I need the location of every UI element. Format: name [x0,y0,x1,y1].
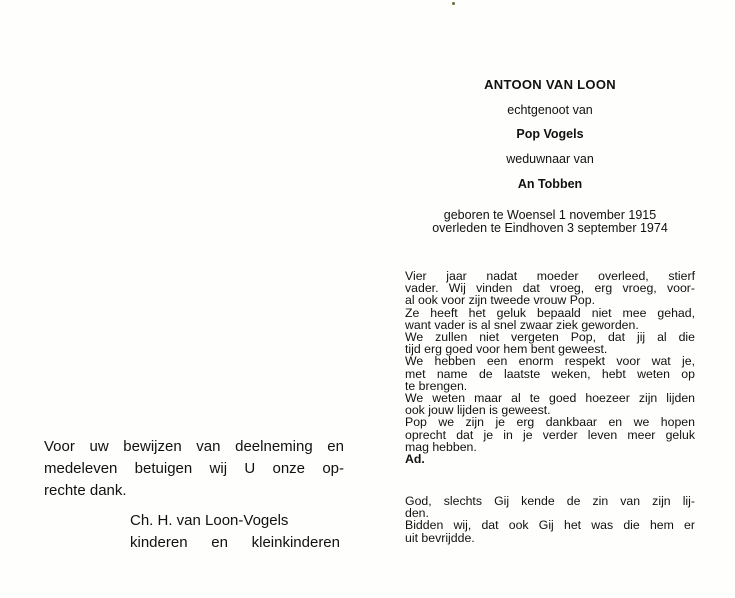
tribute-line: tijd erg goed voor hem bent geweest. [405,342,608,357]
tribute-line: met name de laatste weken, hebt weten op [405,366,695,381]
tribute-line: Ze heeft het geluk bepaald niet mee gehad, [405,305,695,320]
thanks-text [44,436,344,502]
tribute-line: We zullen niet vergeten Pop, dat jij al die [405,330,695,345]
paper-speck [452,2,455,5]
deceased-name: ANTOON VAN LOON [484,77,616,92]
prayer-text [405,495,695,544]
death-line: overleden te Eindhoven 3 september 1974 [432,221,668,235]
spouse-name-1: Pop Vogels [516,127,584,141]
tribute-line: al ook voor zijn tweede vrouw Pop. [405,293,596,308]
tribute-text [405,270,695,465]
tribute-signature: Ad. [405,452,425,467]
spouse-name-2: An Tobben [517,177,583,191]
prayer-line: God, slechts Gij kende de zin van zijn lij- [405,494,695,508]
tribute-line: mag hebben. [405,439,477,454]
signer-family: kinderen en kleinkinderen [130,534,340,551]
tribute-line: Vier jaar nadat moeder overleed, stierf [405,269,695,283]
signer-name: Ch. H. van Loon-Vogels [130,512,289,529]
tribute-line: ook jouw lijden is geweest. [405,403,551,418]
prayer-line: uit bevrijdde. [405,530,475,545]
thanks-line: medeleven betuigen wij U onze op- [44,460,344,477]
relation-line-1: echtgenoot van [507,103,593,117]
tribute-line: want vader is al snel zwaar ziek geworden. [405,317,639,332]
tribute-line: vader. Wij vinden dat vroeg, erg vroeg, voor- [405,281,695,296]
tribute-line: We hebben een enorm respekt voor wat je, [405,354,695,369]
tribute-line: We weten maar al te goed hoezeer zijn lijden [405,391,695,406]
thanks-line: rechte dank. [44,482,127,499]
tribute-line: te brengen. [405,378,468,393]
tribute-line: Pop we zijn je erg dankbaar en we hopen [405,415,695,430]
relation-line-2: weduwnaar van [506,152,594,166]
birth-line: geboren te Woensel 1 november 1915 [443,208,657,222]
prayer-line: Bidden wij, dat ook Gij het was die hem er [405,518,695,533]
signers [130,510,340,554]
prayer-line: den. [405,506,429,521]
thanks-line: Voor uw bewijzen van deelneming en [44,438,344,455]
tribute-line: oprecht dat je in je verder leven meer geluk [405,427,695,442]
